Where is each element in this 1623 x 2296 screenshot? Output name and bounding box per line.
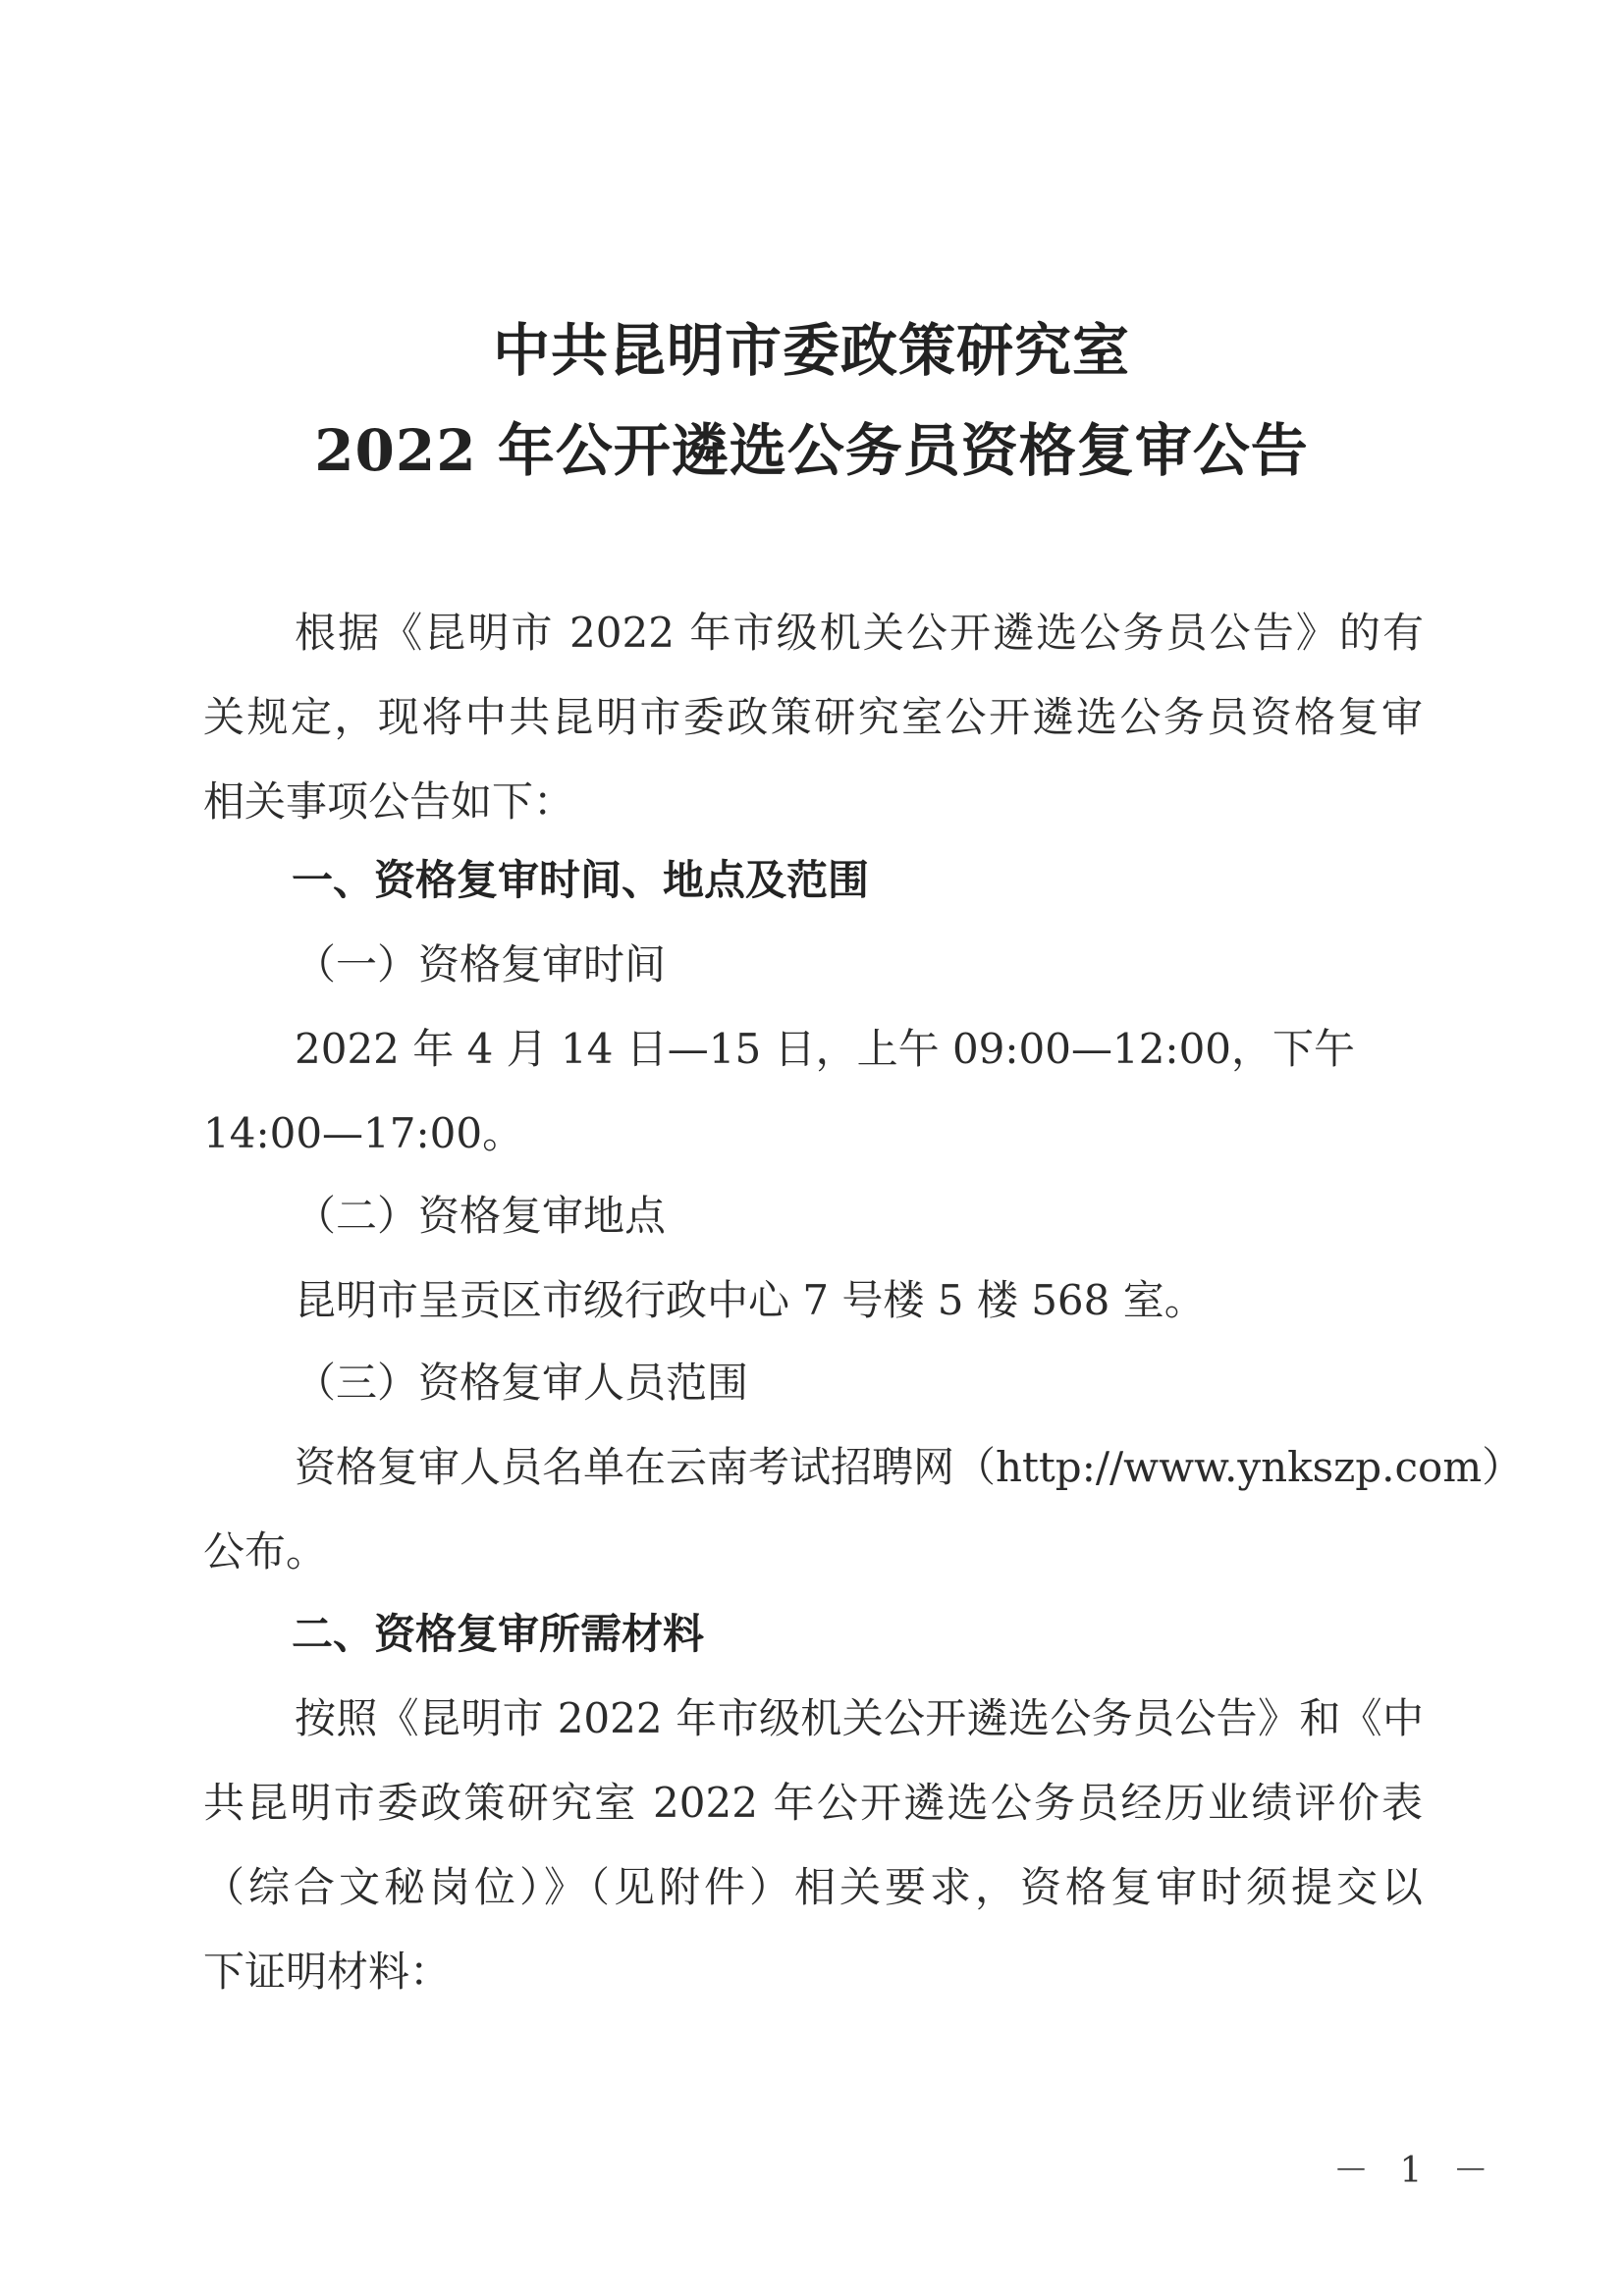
section-1-sub-1-line-2: 14:00—17:00。: [203, 1109, 524, 1157]
section-2-line-1: 按照《昆明市 2022 年市级机关公开遴选公务员公告》和《中: [295, 1694, 1424, 1742]
section-2-line-3: （综合文秘岗位）》（见附件）相关要求，资格复审时须提交以: [203, 1863, 1423, 1911]
section-1-sub-3-line-1: 资格复审人员名单在云南考试招聘网（http://www.ynkszp.com）: [295, 1443, 1524, 1491]
section-2-heading: 二、资格复审所需材料: [292, 1610, 705, 1658]
intro-line-1: 根据《昆明市 2022 年市级机关公开遴选公务员公告》的有: [295, 609, 1424, 657]
section-2-line-4: 下证明材料：: [203, 1948, 452, 1996]
section-1-sub-2-line-1: 昆明市呈贡区市级行政中心 7 号楼 5 楼 568 室。: [295, 1276, 1206, 1324]
section-1-sub-3-heading: （三）资格复审人员范围: [295, 1359, 749, 1407]
section-1-sub-3-line-2: 公布。: [203, 1527, 328, 1575]
section-1-sub-2-heading: （二）资格复审地点: [295, 1192, 667, 1240]
section-1-sub-1-heading: （一）资格复审时间: [295, 940, 667, 988]
section-2-line-2: 共昆明市委政策研究室 2022 年公开遴选公务员经历业绩评价表: [203, 1779, 1423, 1827]
title-line-1: 中共昆明市委政策研究室: [492, 317, 1130, 384]
intro-line-3: 相关事项公告如下：: [203, 777, 575, 826]
intro-line-2: 关规定，现将中共昆明市委政策研究室公开遴选公务员资格复审: [203, 693, 1423, 741]
section-1-sub-1-line-1: 2022 年 4 月 14 日—15 日，上午 09:00—12:00，下午: [295, 1025, 1356, 1073]
title-line-2: 2022 年公开遴选公务员资格复审公告: [314, 417, 1309, 484]
section-1-heading: 一、资格复审时间、地点及范围: [292, 856, 870, 904]
page-number: － 1 －: [1333, 2151, 1498, 2191]
